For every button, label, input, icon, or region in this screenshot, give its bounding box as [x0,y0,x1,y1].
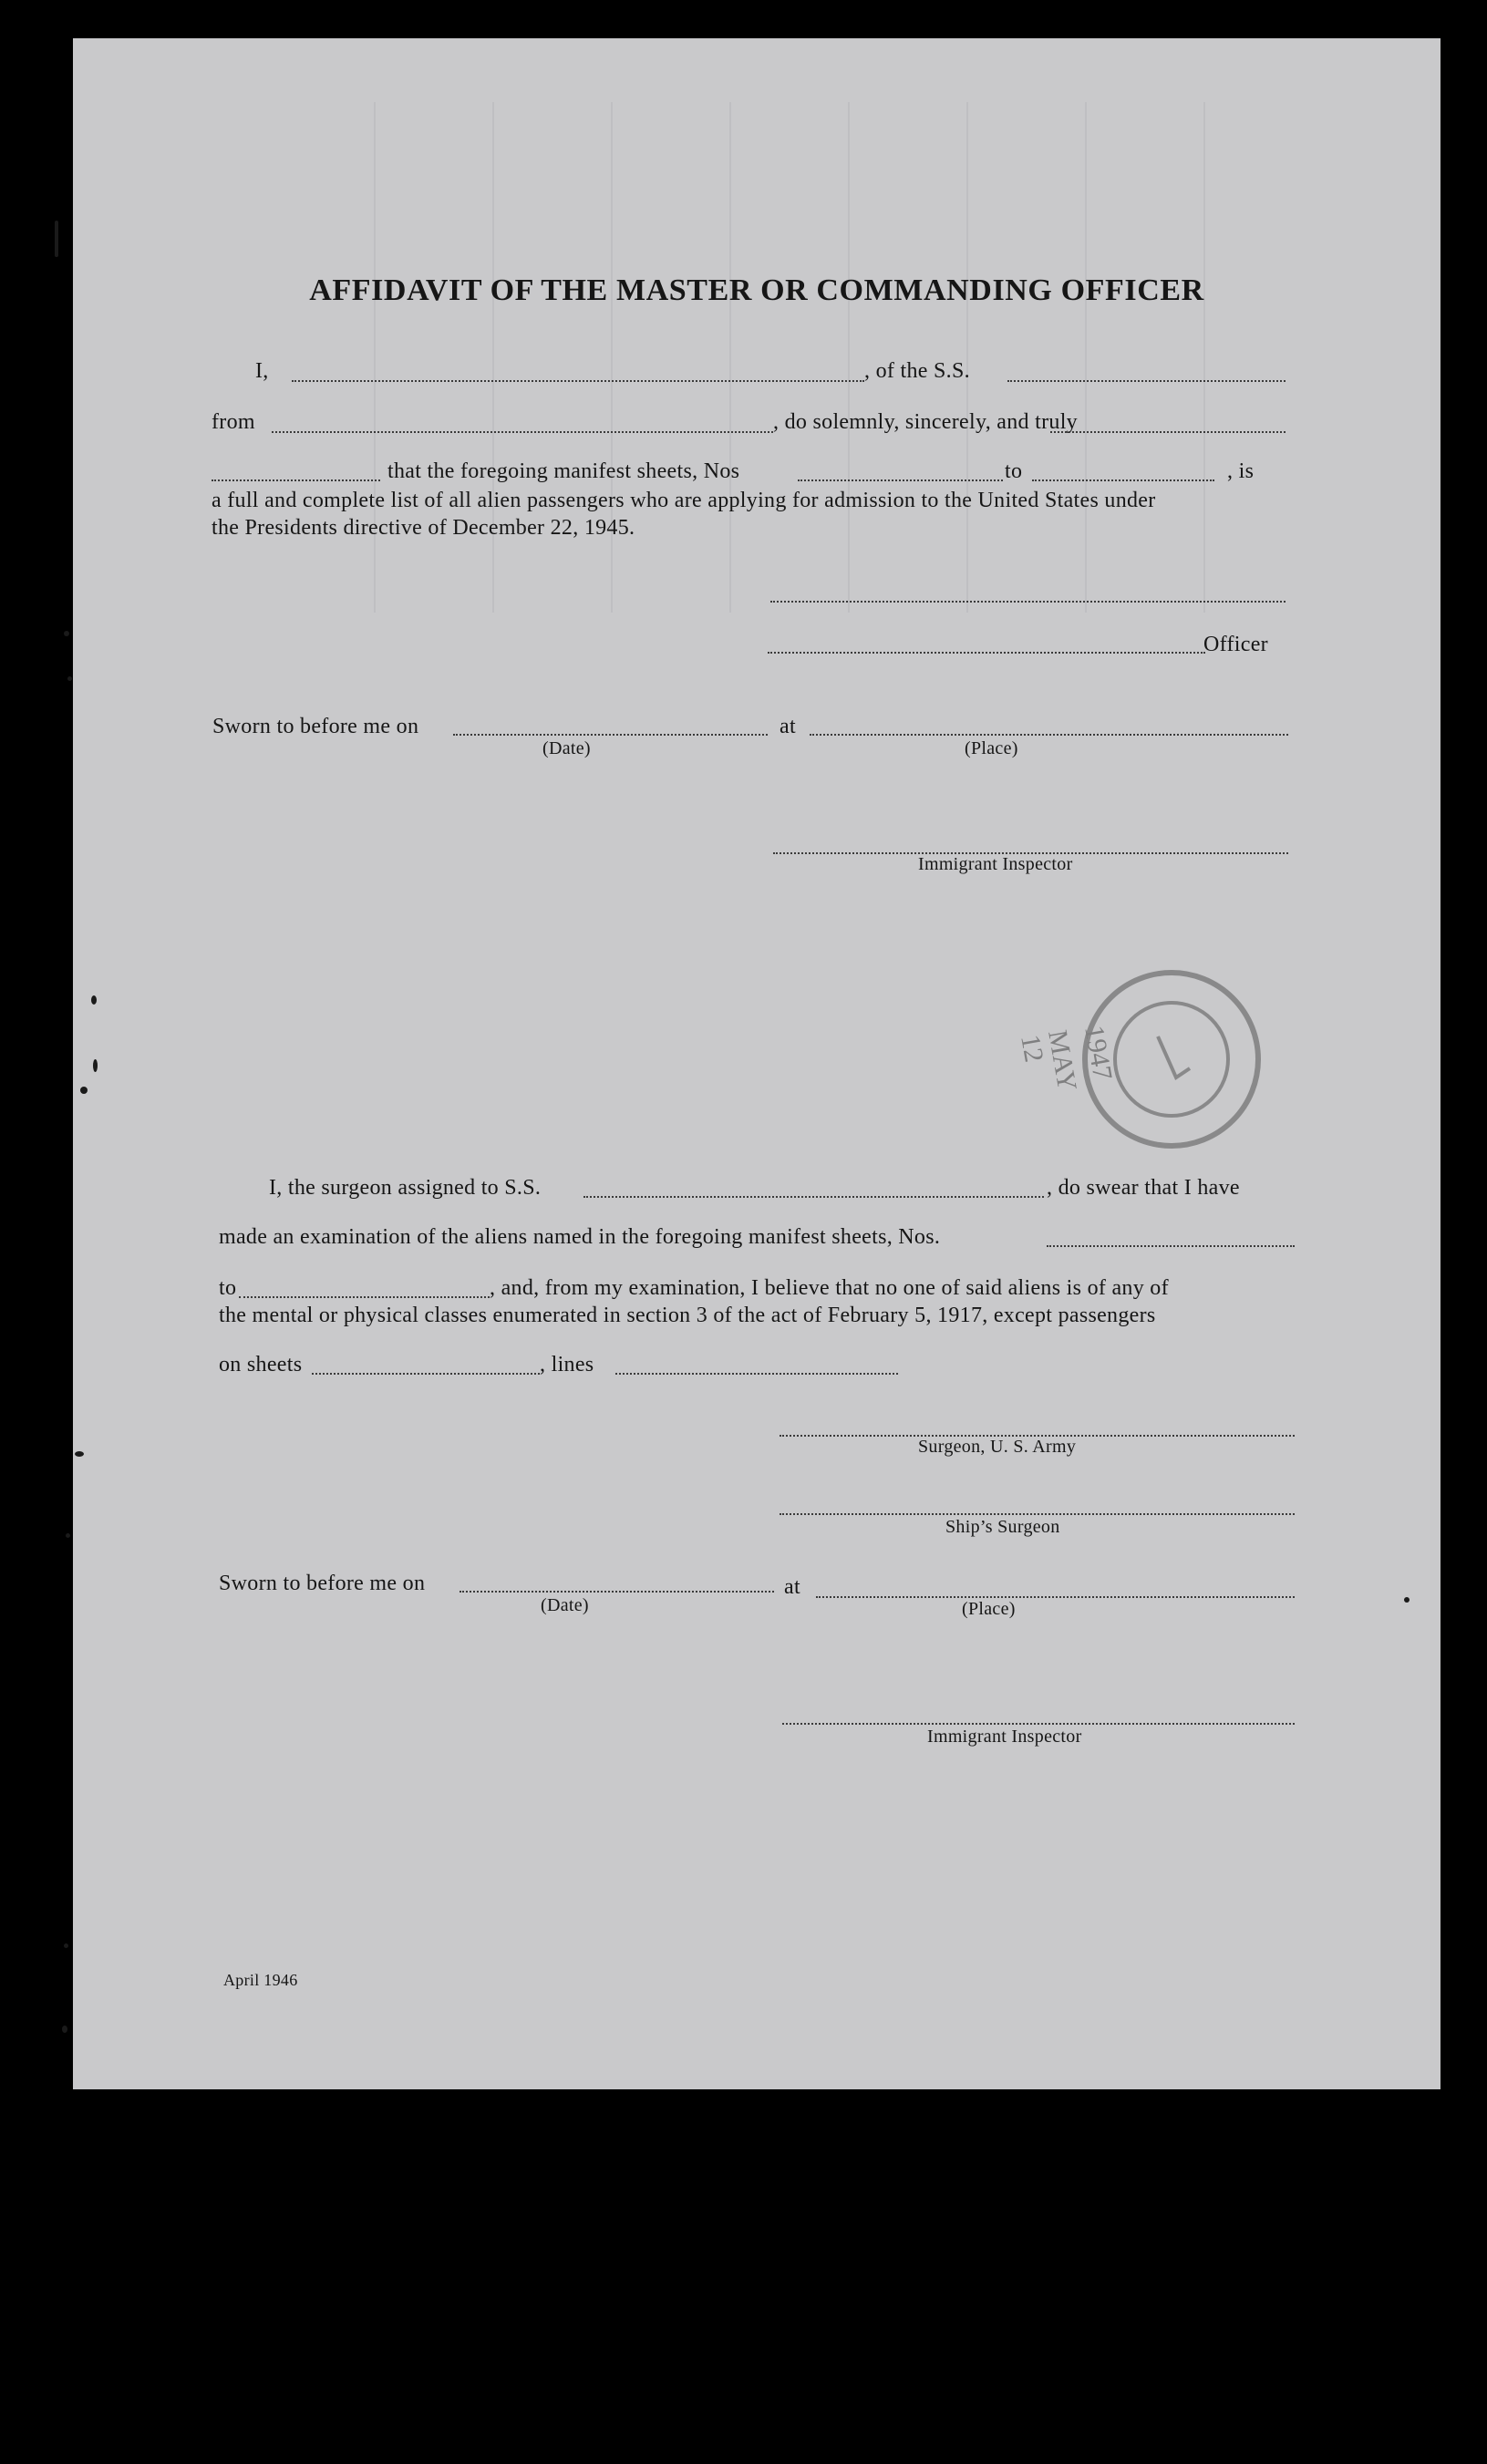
at-label-2: at [784,1575,800,1599]
sworn-label-1: Sworn to before me on [212,715,419,738]
document-page [73,38,1441,2089]
ship-surgeon-caption: Ship’s Surgeon [945,1517,1060,1537]
exception-lines-blank[interactable] [615,1373,898,1375]
sworn-date-blank-1[interactable] [453,734,768,736]
ship-surgeon-line[interactable] [780,1513,1295,1515]
that-label: that the foregoing manifest sheets, Nos [387,459,740,483]
to-label: to [1005,459,1023,483]
affirm-blank[interactable] [212,479,380,481]
surgeon-line3b: , and, from my examination, I believe that no one of said aliens is of any of [490,1276,1169,1300]
sworn-date-blank-2[interactable] [460,1591,774,1593]
surgeon-ship-blank[interactable] [583,1196,1044,1198]
officer-signature-line[interactable] [768,652,1205,654]
at-label-1: at [780,715,796,738]
affidavit-title: AFFIDAVIT OF THE MASTER OR COMMANDING OFFICER [309,273,1204,307]
sworn-label-2: Sworn to before me on [219,1572,426,1595]
master-name-blank[interactable] [292,380,864,382]
surgeon-line1b: , do swear that I have [1047,1176,1240,1200]
solemnly-label: , do solemnly, sincerely, and truly [773,410,1078,434]
surgeon-sheets-to-blank[interactable] [239,1296,490,1298]
is-label: , is [1227,459,1255,483]
form-date: April 1946 [223,1971,298,1989]
from-label: from [212,410,255,434]
inspector-caption-2: Immigrant Inspector [927,1727,1082,1747]
place-caption-1: (Place) [965,738,1018,758]
of-ss-label: , of the S.S. [864,359,970,383]
ship-name-blank[interactable] [1007,380,1286,382]
surgeon-sheets-from-blank[interactable] [1047,1245,1295,1247]
inspector-caption-1: Immigrant Inspector [918,854,1073,874]
master-line5: the Presidents directive of December 22, 1945. [212,516,635,540]
signature-line-1[interactable] [770,601,1286,603]
stamp-year: 1947 [1079,1023,1119,1083]
surgeon-line2: made an examination of the aliens named in the foregoing manifest sheets, Nos. [219,1225,941,1249]
army-surgeon-caption: Surgeon, U. S. Army [918,1437,1077,1457]
received-stamp [1015,941,1304,1178]
surgeon-line5a: on sheets [219,1353,303,1376]
swear-blank[interactable] [1050,431,1286,433]
sheets-to-blank[interactable] [1032,479,1214,481]
surgeon-line4: the mental or physical classes enumerated in section 3 of the act of February 5, 1917, except passengers [219,1304,1156,1327]
sheets-from-blank[interactable] [798,479,1003,481]
i-label: I, [255,359,269,383]
sworn-place-blank-1[interactable] [810,734,1288,736]
sworn-place-blank-2[interactable] [816,1596,1295,1598]
officer-label: Officer [1203,633,1268,656]
date-caption-1: (Date) [542,738,591,758]
date-caption-2: (Date) [541,1595,589,1615]
surgeon-line1a: I, the surgeon assigned to S.S. [269,1176,542,1200]
stamp-month: MAY [1042,1027,1083,1094]
surgeon-line5b: , lines [540,1353,594,1376]
exception-sheets-blank[interactable] [312,1373,540,1375]
surgeon-line3a: to [219,1276,237,1300]
inspector-line-2[interactable] [782,1723,1295,1725]
stamp-day: 12 [1015,1032,1049,1065]
from-port-blank[interactable] [272,431,773,433]
master-line4: a full and complete list of all alien passengers who are applying for admission to the United States under [212,489,1156,512]
place-caption-2: (Place) [962,1599,1016,1619]
